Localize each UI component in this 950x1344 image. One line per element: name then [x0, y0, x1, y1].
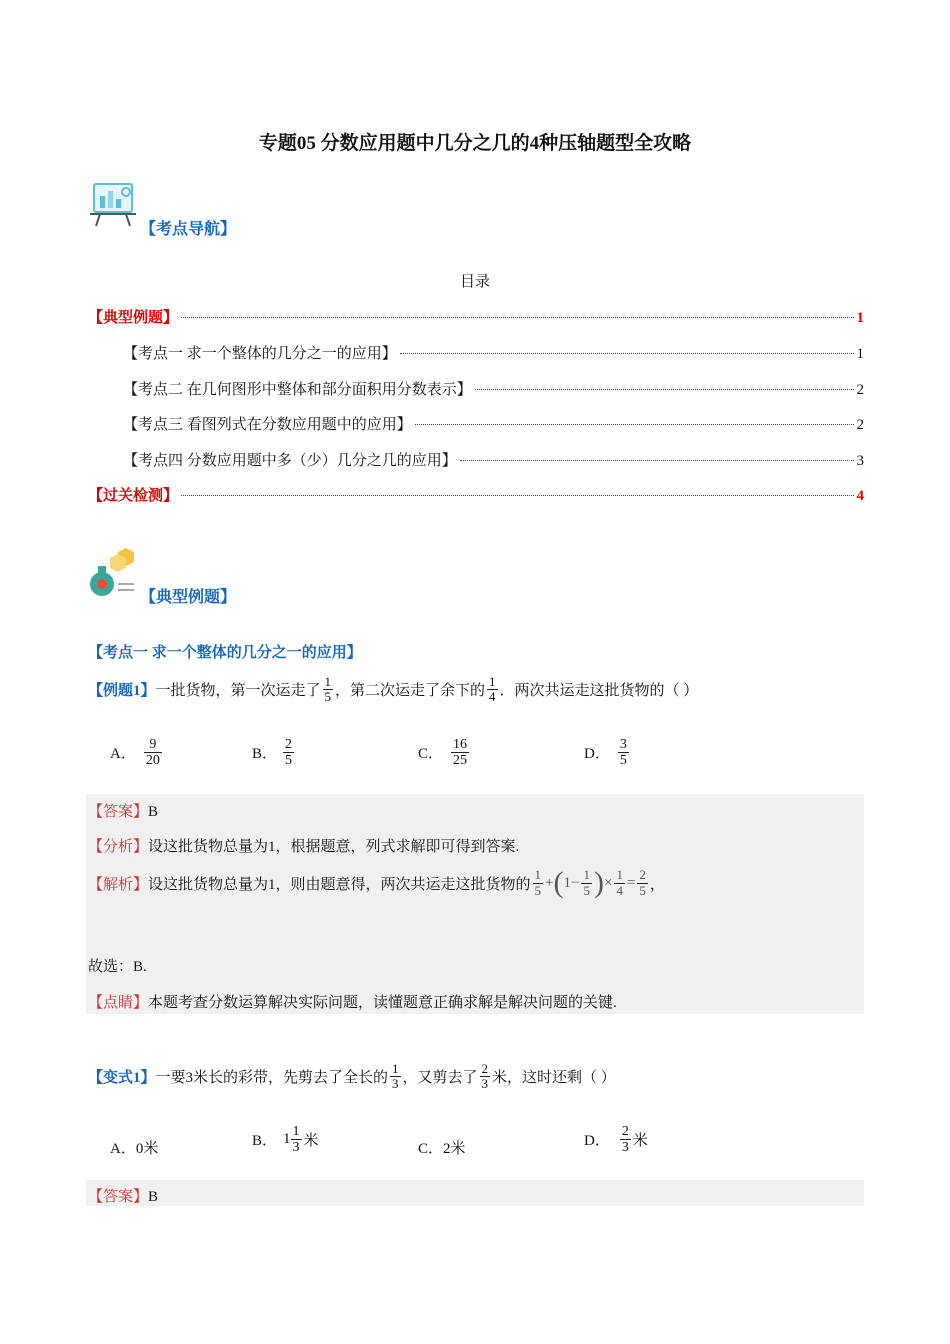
toc-entry-page: 2 — [856, 417, 864, 433]
analysis-line: 【分析】设这批货物总量为1，根据题意，列式求解即可得到答案. — [88, 839, 520, 855]
toc-title: 目录 — [459, 274, 490, 290]
kp1-heading: 【考点一 求一个整体的几分之一的应用】 — [88, 645, 362, 661]
variant1-question — [88, 1062, 868, 1092]
presentation-board-icon — [88, 180, 140, 230]
toc-leader — [475, 389, 854, 390]
toc-entry-page: 1 — [856, 346, 864, 362]
fraction: $\frac{1}{3}$ — [392, 1061, 399, 1092]
option-c[interactable]: C． $\frac{16}{25}$ — [418, 737, 468, 769]
example-tag: 【例题1】 — [88, 683, 156, 700]
nav-heading: 【考点导航】 — [140, 221, 237, 238]
example1-answer-block — [86, 794, 864, 1014]
question-text: 一批货物，第一次运走了 — [155, 683, 321, 700]
option-d[interactable]: D． $\frac{3}{5}$ — [584, 737, 627, 769]
variant-option-a[interactable]: A．0米 — [110, 1141, 159, 1157]
question-text: ，第二次运走了余下的 — [335, 683, 486, 700]
question-text: 米，这时还剩（ ） — [492, 1070, 616, 1087]
examples-heading: 【典型例题】 — [140, 589, 237, 606]
toc-leader — [181, 317, 853, 318]
toc-leader — [415, 424, 854, 425]
toc-entry-examples[interactable] — [88, 306, 864, 327]
toc-leader — [460, 460, 854, 461]
toc-entry-kp4[interactable] — [123, 449, 864, 470]
toc-entry-label: 【过关检测】 — [88, 488, 179, 504]
toc-entry-label: 【考点一 求一个整体的几分之一的应用】 — [123, 346, 397, 362]
variant-option-c[interactable]: C．2米 — [418, 1141, 466, 1157]
fraction: $\frac{16}{25}$ — [453, 737, 468, 769]
toc-entry-label: 【考点二 在几何图形中整体和部分面积用分数表示】 — [123, 382, 472, 398]
fraction: $\frac{2}{3}$ — [621, 1124, 629, 1156]
option-a[interactable]: A． $\frac{9}{20}$ — [110, 737, 160, 769]
toc-leader — [181, 495, 853, 496]
toc-entry-label: 【考点三 看图列式在分数应用题中的应用】 — [123, 417, 412, 433]
toc-entry-kp1[interactable] — [123, 342, 864, 363]
toc-entry-page: 2 — [856, 382, 864, 398]
fraction: $\frac{9}{20}$ — [145, 737, 160, 769]
solution-formula: $\frac{1}{5}$ + ( 1 − $\frac{1}{5}$ ) × $\frac{1}{4}$ = $\frac{2}{5}$ — [534, 866, 646, 899]
choose-line: 故选：B. — [88, 959, 147, 975]
toc-entry-kp2[interactable] — [123, 378, 864, 399]
question-text: ，又剪去了 — [402, 1070, 478, 1087]
toc-entry-check[interactable] — [88, 484, 864, 505]
toc-entry-page: 3 — [856, 453, 864, 469]
flask-icon — [88, 548, 138, 600]
question-text: ．两次共运走这批货物的（ ） — [499, 683, 699, 700]
comment-line: 【点睛】本题考查分数运算解决实际问题，读懂题意正确求解是解决问题的关键. — [88, 995, 617, 1011]
fraction: $\frac{2}{5}$ — [285, 737, 293, 769]
fraction: $\frac{3}{5}$ — [619, 737, 627, 769]
fraction: $\frac{2}{3}$ — [481, 1061, 489, 1092]
question-text: 一要3米长的彩带，先剪去了全长的 — [155, 1070, 389, 1087]
example1-question — [88, 675, 868, 705]
toc-entry-page: 4 — [856, 488, 864, 504]
solution-line: 【解析】 设这批货物总量为1，则由题意得，两次共运走这批货物的 $\frac{1}{5}$ + ( 1 − $\frac{1}{5}$ ) × $\frac{1}{4}$ = $\frac{2}{5}$ ， — [88, 866, 665, 899]
variant-option-d[interactable]: D． $\frac{2}{3}$ 米 — [584, 1124, 648, 1156]
variant1-answer-line: 【答案】B — [88, 1189, 159, 1205]
answer-line: 【答案】B — [88, 804, 159, 820]
toc-entry-label: 【典型例题】 — [88, 310, 179, 326]
variant-tag: 【变式1】 — [88, 1070, 156, 1087]
toc-entry-page: 1 — [856, 310, 864, 326]
toc-entry-label: 【考点四 分数应用题中多（少）几分之几的应用】 — [123, 453, 457, 469]
fraction: $\frac{1}{5}$ — [324, 674, 332, 705]
toc-entry-kp3[interactable] — [123, 413, 864, 434]
fraction: $\frac{1}{4}$ — [489, 674, 496, 705]
fraction: $\frac{1}{3}$ — [292, 1124, 300, 1156]
toc-leader — [400, 353, 854, 354]
option-b[interactable]: B． $\frac{2}{5}$ — [252, 737, 293, 769]
variant1-answer-block — [86, 1180, 864, 1206]
document-title: 专题05 分数应用题中几分之几的4种压轴题型全攻略 — [258, 133, 692, 154]
variant-option-b[interactable]: B． 1 $\frac{1}{3}$ 米 — [252, 1124, 319, 1156]
